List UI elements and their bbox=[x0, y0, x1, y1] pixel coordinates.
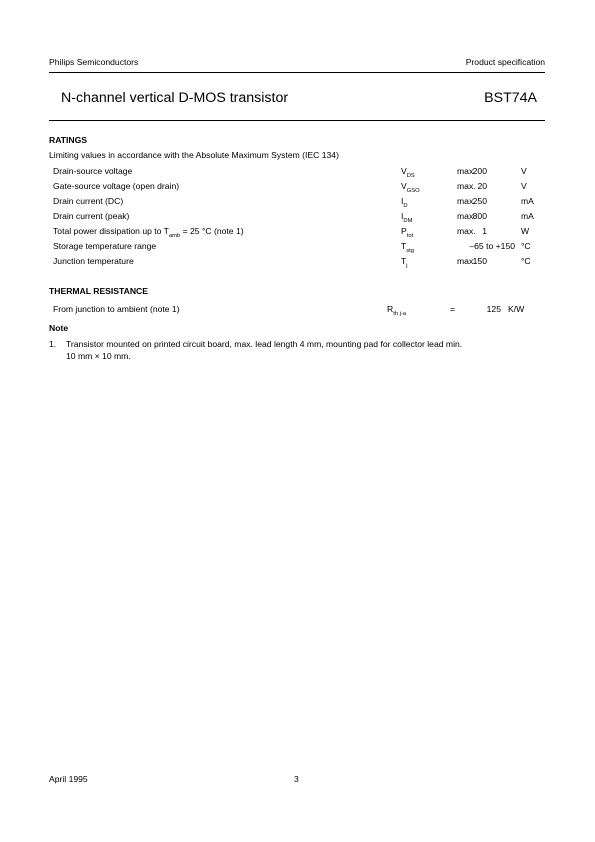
unit: V bbox=[521, 181, 527, 191]
condition: max. bbox=[457, 196, 476, 206]
condition: max. bbox=[457, 256, 476, 266]
symbol-subscript: tot bbox=[406, 232, 414, 239]
table-row bbox=[0, 256, 595, 271]
condition: max. bbox=[457, 226, 476, 236]
condition: max. bbox=[457, 181, 476, 191]
symbol-letter: R bbox=[387, 304, 394, 314]
unit: °C bbox=[521, 256, 531, 266]
note-heading: Note bbox=[49, 323, 69, 333]
parameter-label: Drain current (peak) bbox=[53, 211, 130, 221]
parameter-symbol bbox=[387, 304, 407, 317]
value: 150 bbox=[472, 256, 487, 266]
value: 200 bbox=[472, 166, 487, 176]
symbol-subscript: DS bbox=[406, 172, 415, 179]
unit: K/W bbox=[508, 304, 525, 314]
thermal-heading: THERMAL RESISTANCE bbox=[49, 286, 148, 296]
parameter-label bbox=[53, 226, 244, 239]
page-number: 3 bbox=[294, 774, 299, 784]
parameter-symbol bbox=[401, 211, 413, 224]
parameter-symbol bbox=[401, 241, 414, 254]
symbol-letter: P bbox=[401, 226, 407, 236]
symbol-subscript: stg bbox=[406, 247, 414, 254]
symbol-letter: I bbox=[401, 211, 404, 221]
condition: = bbox=[450, 304, 456, 314]
label-text: Total power dissipation up to T bbox=[53, 226, 169, 236]
symbol-subscript: j bbox=[406, 262, 408, 269]
parameter-symbol bbox=[401, 196, 408, 209]
symbol-letter: V bbox=[401, 181, 407, 191]
parameter-symbol bbox=[401, 226, 414, 239]
label-subscript: amb bbox=[168, 232, 181, 239]
unit: mA bbox=[521, 196, 534, 206]
ratings-intro: Limiting values in accordance with the Absolute Maximum System (IEC 134) bbox=[49, 150, 339, 160]
value: 20 bbox=[477, 181, 487, 191]
table-row bbox=[0, 211, 595, 226]
value: 250 bbox=[472, 196, 487, 206]
footer-date: April 1995 bbox=[49, 774, 88, 784]
unit: mA bbox=[521, 211, 534, 221]
parameter-symbol bbox=[401, 166, 415, 179]
ratings-heading: RATINGS bbox=[49, 135, 88, 145]
table-row bbox=[0, 304, 595, 319]
parameter-label: Drain current (DC) bbox=[53, 196, 124, 206]
table-row bbox=[0, 226, 595, 241]
symbol-letter: V bbox=[401, 166, 407, 176]
symbol-subscript: DM bbox=[403, 217, 413, 224]
value: 800 bbox=[472, 211, 487, 221]
parameter-label: Drain-source voltage bbox=[53, 166, 133, 176]
value: 1 bbox=[482, 226, 487, 236]
title-rule bbox=[49, 120, 545, 121]
table-row bbox=[0, 241, 595, 256]
symbol-letter: I bbox=[401, 196, 404, 206]
table-row bbox=[0, 181, 595, 196]
symbol-letter: T bbox=[401, 256, 407, 266]
note-text-line2: 10 mm × 10 mm. bbox=[66, 351, 131, 361]
unit: °C bbox=[521, 241, 531, 251]
value-range: –65 to +150 bbox=[469, 241, 515, 251]
part-number: BST74A bbox=[484, 90, 537, 106]
symbol-letter: T bbox=[401, 241, 407, 251]
symbol-subscript: D bbox=[403, 202, 408, 209]
parameter-label: Junction temperature bbox=[53, 256, 134, 266]
parameter-label: From junction to ambient (note 1) bbox=[53, 304, 180, 314]
note-number: 1. bbox=[49, 339, 57, 349]
parameter-label: Gate-source voltage (open drain) bbox=[53, 181, 180, 191]
value: 125 bbox=[486, 304, 501, 314]
parameter-symbol bbox=[401, 181, 420, 194]
company-name: Philips Semiconductors bbox=[49, 57, 139, 67]
condition: max. bbox=[457, 211, 476, 221]
unit: W bbox=[521, 226, 530, 236]
table-row bbox=[0, 166, 595, 181]
device-description: N-channel vertical D-MOS transistor bbox=[61, 90, 289, 106]
document-type: Product specification bbox=[465, 57, 545, 67]
note-text-line1: Transistor mounted on printed circuit board, max. lead length 4 mm, mounting pad for collector lead min. bbox=[66, 339, 463, 349]
parameter-label: Storage temperature range bbox=[53, 241, 157, 251]
symbol-subscript: th j-a bbox=[393, 310, 407, 317]
table-row bbox=[0, 196, 595, 211]
condition: max. bbox=[457, 166, 476, 176]
label-text: = 25 °C (note 1) bbox=[180, 226, 244, 236]
parameter-symbol bbox=[401, 256, 408, 269]
header-rule bbox=[49, 72, 545, 73]
unit: V bbox=[521, 166, 527, 176]
symbol-subscript: GSO bbox=[406, 187, 420, 194]
